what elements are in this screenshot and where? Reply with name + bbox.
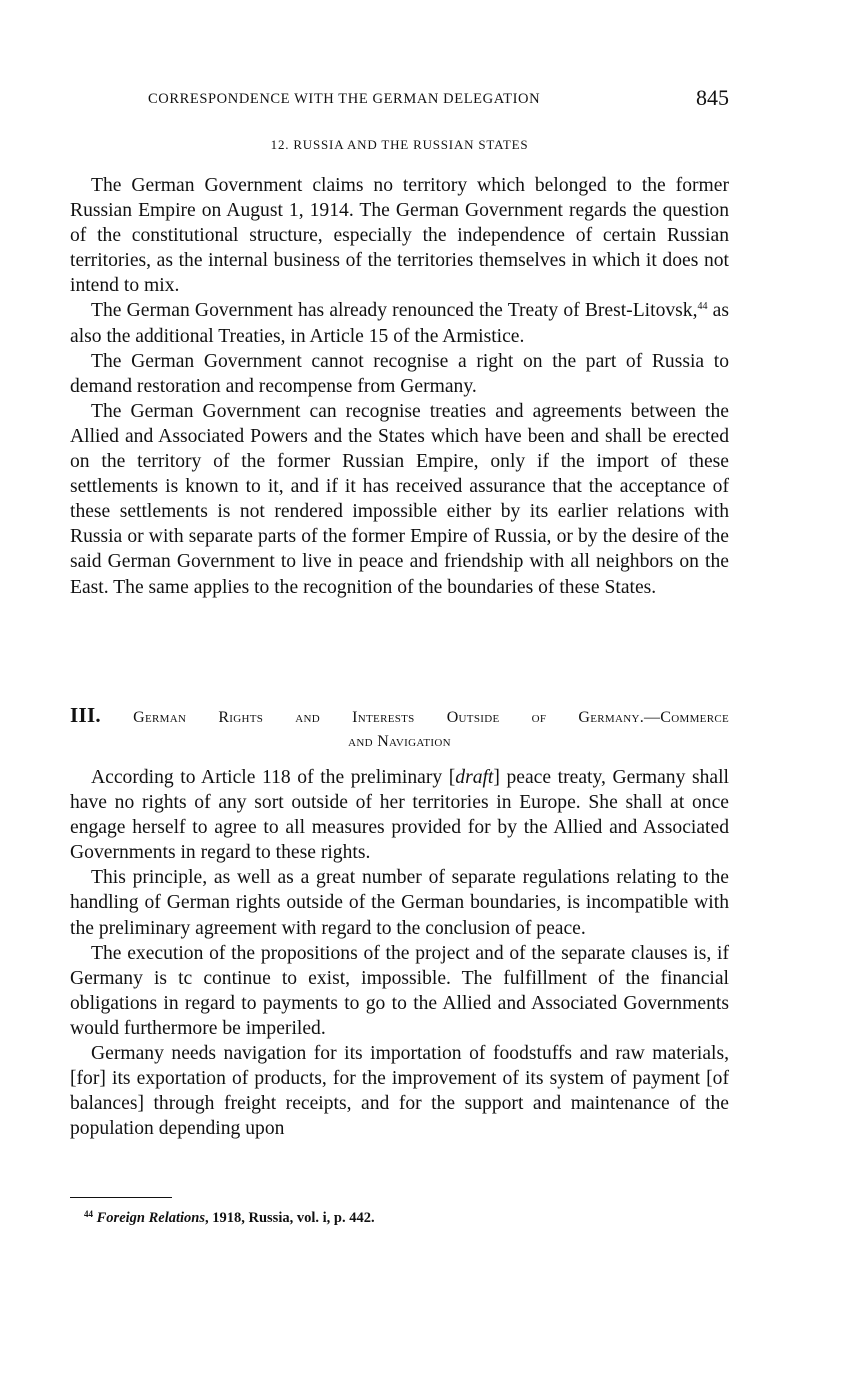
paragraph: This principle, as well as a great number of separate regulations relating to the handling of German rights outside of the German boundaries, is incompatible with the preliminary agreement with regard to the conclusion of peace. [70,867,729,939]
part-subtitle: and Navigation [348,733,451,750]
footnote-citation: , 1918, Russia, vol. i, p. 442. [205,1210,375,1226]
footnote-title: Foreign Relations [96,1210,205,1226]
page-number: 845 [696,85,729,110]
paragraph-text: ] peace treaty, Germany shall have no rights of any sort outside of her territories in Europe. She shall at once engage herself to agree to all measures provided for by the Allied and Associated Governments in regard to these rights. [70,767,729,864]
footnote-divider [70,1197,172,1198]
running-title: CORRESPONDENCE WITH THE GERMAN DELEGATION [148,91,541,107]
paragraph [70,765,729,865]
part-body [70,765,729,1141]
paragraph: The German Government claims no territory which belonged to the former Russian Empire on August 1, 1914. The German Government regards the question of the constitutional structure, especially the independence of certain Russian territories, as the internal business of the territories themselves in which it does not intend to mix. [70,175,729,297]
paragraph-text: as also the additional Treaties, in Article 15 of the Armistice. [70,300,729,347]
paragraph: Germany needs navigation for its importation of foodstuffs and raw materials, [for] its exportation of products, for the improvement of its system of payment [of balances] through freight receipts, and for the support and maintenance of the population depending upon [70,1043,729,1140]
part-title: German Rights and Interests Outside of Germany.—Commerce [133,709,729,726]
paragraph: The German Government cannot recognise a right on the part of Russia to demand restoration and recompense from Germany. [70,350,729,397]
paragraph [70,298,729,348]
part-heading-line [70,703,729,730]
footnote-mark: 44 [84,1209,93,1219]
paragraph: The execution of the propositions of the project and of the separate clauses is, if Germany is tc continue to exist, impossible. The fulfillment of the financial obligations in regard to payments to go to the Allied and Associated Governments would furthermore be imperiled. [70,942,729,1039]
paragraph-text: According to Article 118 of the preliminary [ [91,767,456,788]
editorial-insertion: draft [455,767,494,788]
running-head [70,85,729,113]
paragraph-text: The German Government has already renounced the Treaty of Brest-Litovsk, [91,300,698,322]
footnote [84,1209,375,1227]
paragraph: The German Government can recognise treaties and agreements between the Allied and Associated Powers and the States which have been and shall be erected on the territory of the former Russian Empire, only if the import of these settlements is known to it, and if it has received assurance that the acceptance of these settlements is not rendered impossible either by its earlier relations with Russia or with separate parts of the former Empire of Russia, or by the desire of the said German Government to live in peace and friendship with all neighbors on the East. The same applies to the recognition of the boundaries of these States. [70,400,729,598]
part-heading [70,703,729,754]
section-body [70,173,729,600]
part-numeral: III. [70,703,101,727]
section-heading: 12. RUSSIA AND THE RUSSIAN STATES [270,137,529,152]
footnote-reference[interactable]: 44 [697,301,708,313]
